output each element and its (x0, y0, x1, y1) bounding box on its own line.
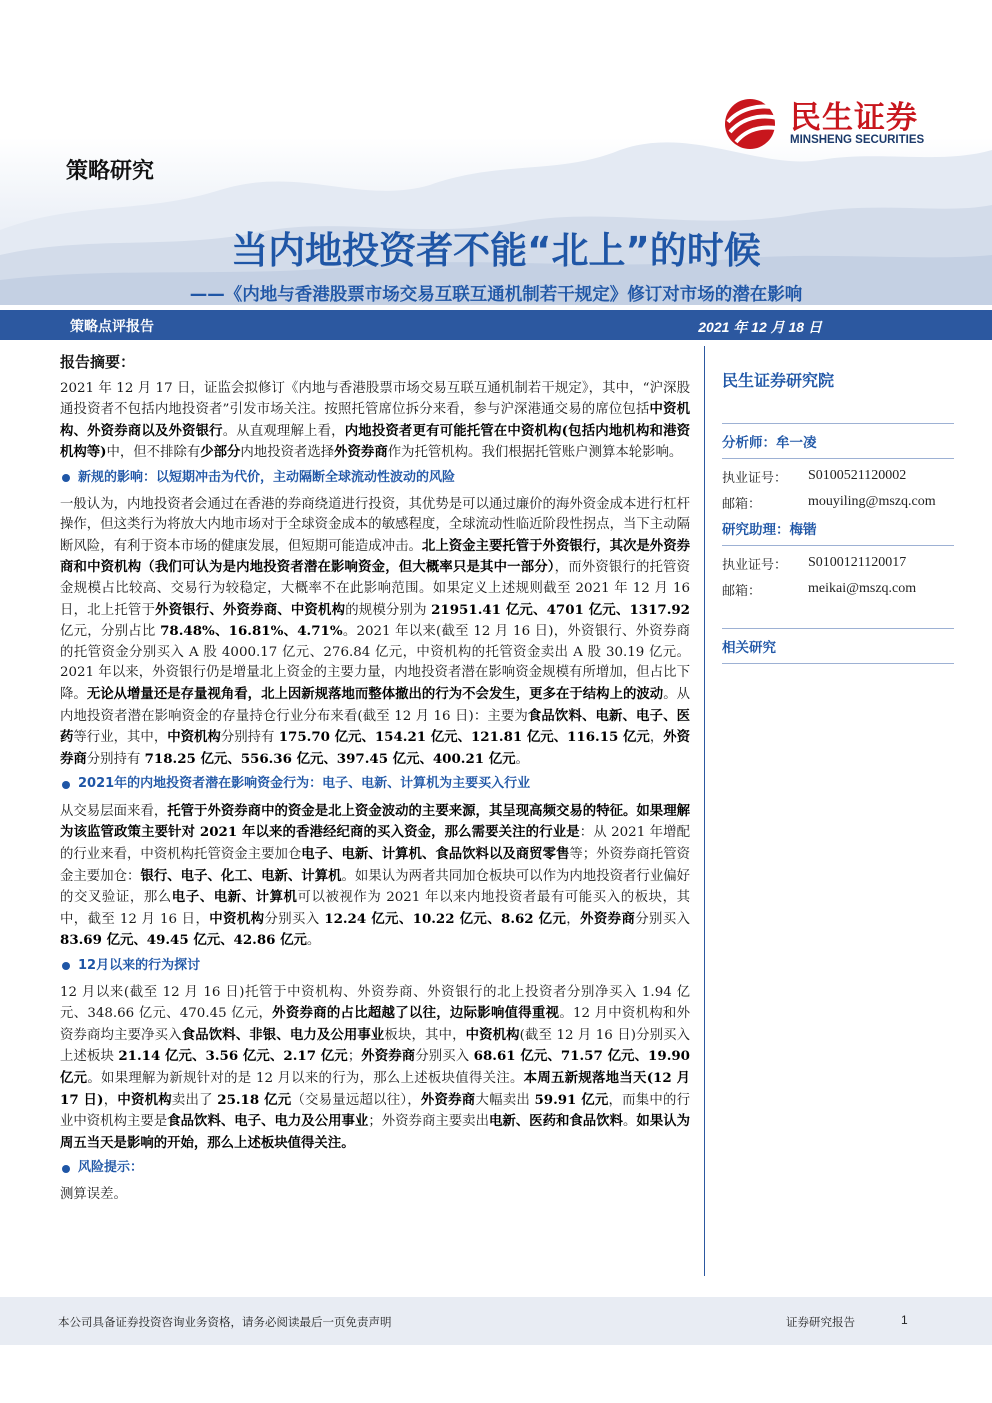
emphasis-text: 食品饮料、电新、电子、医药 (60, 707, 690, 746)
divider (722, 423, 954, 424)
assistant-email-row (722, 576, 954, 602)
body-text: 分别买入 (264, 911, 325, 927)
body-text: ：从 2021 年增配的行业来看，中资机构托管资金主要加仓 (60, 825, 691, 863)
body-text: 内地投资者选择 (240, 445, 335, 461)
body-text: 分别持有 (220, 730, 279, 746)
minsheng-logo (720, 92, 960, 158)
emphasis-text: 外资券商 (60, 729, 691, 767)
sidebar (722, 368, 954, 668)
emphasis-text: 外资银行、外资券商、中资机构 (155, 601, 346, 618)
assistant-name: 研究助理：梅锴 (722, 522, 817, 538)
abstract-heading: 报告摘要： (60, 353, 136, 371)
body-text: 等；外资券商托管资金主要加仓： (60, 847, 691, 884)
body-text: 大幅卖出 (475, 1092, 535, 1108)
body-text: ，而外资银行的托管资金规模占比较高、交易行为较稳定，大概率不在此影响范围。如果定义上述规则截至 2021 年 12 月 16 日，北上托管于 (60, 560, 690, 618)
body-text: 分别持有 (86, 751, 145, 767)
emphasis-text: 本周五新规落地当天(12 月 17 日) (60, 1070, 690, 1108)
emphasis-text: 59.91 亿元 (534, 1091, 609, 1108)
section-tag: 策略研究 (66, 159, 155, 184)
body-text: 亿元，分别占比 (60, 624, 161, 640)
section-title-2: 2021年的内地投资者潜在影响资金行为：电子、电新、计算机为主要买入行业 (78, 776, 531, 792)
body-text: 从交易层面来看， (60, 803, 168, 819)
body-text: 作为托管机构。我们根据托管账户测算本轮影响。 (387, 445, 683, 461)
emphasis-text: 托管于外资券商中的资金是北上资金波动的主要来源，其呈现高频交易的特征。如果理解为该监管政策主要针对 2021 年以来的香港经纪商的买入资金，那么需要关注的行业是 (60, 802, 691, 841)
email-label: 邮箱： (722, 496, 762, 512)
emphasis-text: 12.24 亿元、10.22 亿元、8.62 亿元 (324, 910, 567, 927)
body-text: 卖出了 (171, 1092, 218, 1108)
body-text: 分别买入 (415, 1049, 474, 1065)
assistant-email[interactable]: meikai@mszq.com (808, 581, 917, 596)
emphasis-text: 21951.41 亿元、4701 亿元、1317.92 (431, 601, 691, 618)
body-text: 。2021 年以来(截至 12 月 16 日)，外资银行、外资券商的托管资金分别买入 A 股 4000.17 亿元、276.84 亿元，中资机构的托管资金卖出 A 股 30.19 亿元。2021 年以来，外资银行仍是增量北上资金的主要力量，内地投资者潜在影响资金规模有所增加，但占比下降。 (60, 624, 690, 702)
abstract-paragraph-4 (60, 983, 690, 1155)
emphasis-text: 中资机构、外资券商以及外资银行 (60, 401, 690, 439)
emphasis-text: 83.69 亿元、49.45 亿元、42.86 亿元 (60, 932, 307, 949)
body-text: 板块，其中， (384, 1027, 466, 1043)
report-subtitle: ——《内地与香港股票市场交易互联互通机制若干规定》修订对市场的潜在影响 (189, 285, 803, 305)
emphasis-text: 中资机构 (209, 910, 265, 927)
analyst-cert-row (722, 463, 954, 489)
emphasis-text: 电子、电新、计算机、食品饮料以及商贸零售 (301, 846, 570, 863)
footer-report-type: 证券研究报告 (786, 1315, 855, 1329)
section-heading-4 (60, 1158, 690, 1179)
analyst-cert: S0100521120002 (808, 468, 907, 483)
report-type: 策略点评报告 (70, 319, 154, 335)
report-type-bar (0, 310, 992, 340)
section-title-3: 12月以来的行为探讨 (78, 958, 201, 974)
abstract-paragraph-1 (60, 379, 690, 464)
bullet-icon (62, 1165, 70, 1173)
body-text: ， (649, 730, 664, 746)
emphasis-text: 25.18 亿元 (217, 1091, 292, 1108)
emphasis-text: 银行、电子、化工、电新、计算机 (140, 867, 342, 884)
report-title: 当内地投资者不能“北上”的时候 (231, 229, 761, 272)
body-text: 。 (306, 933, 321, 949)
bullet-icon (62, 474, 70, 482)
body-text: 12 月以来(截至 12 月 16 日)托管于中资机构、外资券商、外资银行的北上投资者分别净买入 1.94 亿元、348.66 亿元、470.45 亿元， (60, 984, 690, 1022)
body-text: 2021 年 12 月 17 日，证监会拟修订《内地与香港股票市场交易互联互通机制若干规定》，其中，“沪深股通投资者不包括内地投资者”引发市场关注。按照托管席位拆分来看，参与沪深港通交易的席位包括 (60, 380, 690, 418)
emphasis-text: 718.25 亿元、556.36 亿元、397.45 亿元、400.21 亿元 (144, 750, 516, 767)
body-text: 等行业，其中， (73, 730, 168, 746)
section-heading-2 (60, 774, 690, 795)
report-date: 2021 年 12 月 18 日 (698, 319, 822, 335)
section-title-4: 风险提示： (78, 1160, 144, 1176)
header-banner (0, 0, 992, 305)
divider (722, 545, 954, 546)
emphasis-text: 外资券商 (580, 910, 636, 927)
emphasis-text: 外资券商 (361, 1048, 416, 1065)
emphasis-text: 北上资金主要托管于外资银行，其次是外资券商和中资机构（我们可认为是内地投资者潜在影响资金，但大概率只是其中一部分） (60, 537, 690, 576)
emphasis-text: 中资机构 (167, 729, 221, 746)
column-divider (704, 346, 705, 1276)
abstract-paragraph-3 (60, 801, 690, 952)
related-research-heading: 相关研究 (722, 640, 776, 656)
emphasis-text: 如果认为周五当天是影响的开始，那么上述板块值得关注。 (60, 1113, 691, 1151)
body-text: ， (566, 911, 581, 927)
brand-name-cn: 民生证券 (790, 100, 918, 136)
risk-text: 测算误差。 (60, 1186, 127, 1202)
emphasis-text: 175.70 亿元、154.21 亿元、121.81 亿元、116.15 亿元 (278, 729, 650, 746)
divider (722, 628, 954, 629)
body-text: ，而集中的行业中资机构主要是 (60, 1092, 691, 1130)
body-text: 中，但不排除有 (106, 445, 201, 461)
body-text: 。从内地投资者潜在影响资金的存量持仓行业分布来看(截至 12 月 16 日)：主要为 (60, 686, 691, 724)
institute-name: 民生证券研究院 (722, 371, 835, 390)
email-label: 邮箱： (722, 583, 762, 599)
analyst-email-row (722, 489, 954, 515)
body-text: 。从直观理解上看， (222, 423, 345, 439)
body-text: (截至 12 月 16 日)分别买入上述板块 (60, 1027, 691, 1065)
body-text: 。 (623, 1114, 637, 1130)
body-text: 。如果理解为新规针对的是 12 月以来的行为，那么上述板块值得关注。 (87, 1071, 524, 1086)
body-text: ；外资券商主要卖出 (368, 1114, 489, 1130)
minsheng-logo-icon (720, 94, 782, 150)
emphasis-text: 无论从增量还是存量视角看，北上因新规落地而整体撤出的行为不会发生，更多在于结构上的波动 (86, 685, 664, 702)
body-text: 分别买入 (635, 911, 691, 927)
analyst-email[interactable]: mouyiling@mszq.com (808, 494, 936, 509)
body-text: 。 (515, 751, 529, 767)
cert-label: 执业证号： (722, 557, 788, 573)
body-text: ， (103, 1092, 118, 1108)
body-text: 可以被视作为 2021 年以来内地投资者最有可能买入的板块，其中，截至 12 月 16 日， (60, 890, 691, 927)
divider (722, 663, 954, 664)
body-text: ； (347, 1049, 362, 1065)
body-text: 一般认为，内地投资者会通过在香港的券商绕道进行投资，其优势是可以通过廉价的海外资金成本进行杠杆操作，但这类行为将放大内地市场对于全球资金成本的敏感程度，全球流动性临近阶段性拐点，当下主动隔断风险，有利于资本市场的健康发展，但短期可能造成冲击。 (60, 496, 690, 554)
assistant-cert: S0100121120017 (808, 555, 907, 570)
emphasis-text: 外资券商的占比超越了以往，边际影响值得重视 (272, 1005, 560, 1022)
emphasis-text: 中资机构 (465, 1026, 520, 1043)
cert-label: 执业证号： (722, 470, 788, 486)
abstract-paragraph-2 (60, 495, 690, 771)
page-footer (0, 1297, 992, 1345)
bullet-icon (62, 962, 70, 970)
emphasis-text: 78.48%、16.81%、4.71% (160, 623, 343, 640)
emphasis-text: 中资机构 (117, 1091, 172, 1108)
body-text: （交易量远超以往）， (291, 1092, 421, 1108)
body-text: 。如果认为两者共同加仓板块可以作为内地投资者行业偏好的交叉验证，那么 (60, 868, 691, 906)
divider (722, 458, 954, 459)
bullet-icon (62, 781, 70, 789)
emphasis-text: 食品饮料、非银、电力及公用事业 (181, 1026, 385, 1043)
emphasis-text: 68.61 亿元、71.57 亿元、19.90 亿元 (60, 1048, 690, 1086)
emphasis-text: 21.14 亿元、3.56 亿元、2.17 亿元 (118, 1048, 348, 1065)
section-heading-3 (60, 956, 690, 977)
emphasis-text: 电新、医药和食品饮料 (488, 1113, 624, 1130)
assistant-cert-row (722, 550, 954, 576)
emphasis-text: 外资券商 (420, 1091, 476, 1108)
analyst-name: 分析师：牟一凌 (722, 435, 817, 451)
emphasis-text: 内地投资者更有可能托管在中资机构(包括内地机构和港资机构等) (60, 422, 691, 461)
body-text: 的规模分别为 (345, 602, 432, 618)
emphasis-text: 电子、电新、计算机 (171, 889, 298, 906)
body-text: 。12 月中资机构和外资券商均主要净买入 (60, 1006, 690, 1043)
page-number: 1 (901, 1313, 908, 1327)
brand-name-en: MINSHENG SECURITIES (790, 134, 925, 146)
emphasis-text: 少部分 (200, 444, 241, 461)
main-column (60, 352, 690, 1206)
section-heading-1 (60, 468, 690, 489)
section-title-1: 新规的影响：以短期冲击为代价，主动隔断全球流动性波动的风险 (78, 469, 456, 485)
emphasis-text: 食品饮料、电子、电力及公用事业 (167, 1113, 369, 1130)
footer-disclaimer: 本公司具备证券投资咨询业务资格，请务必阅读最后一页免责声明 (58, 1315, 392, 1329)
emphasis-text: 外资券商 (334, 444, 388, 461)
